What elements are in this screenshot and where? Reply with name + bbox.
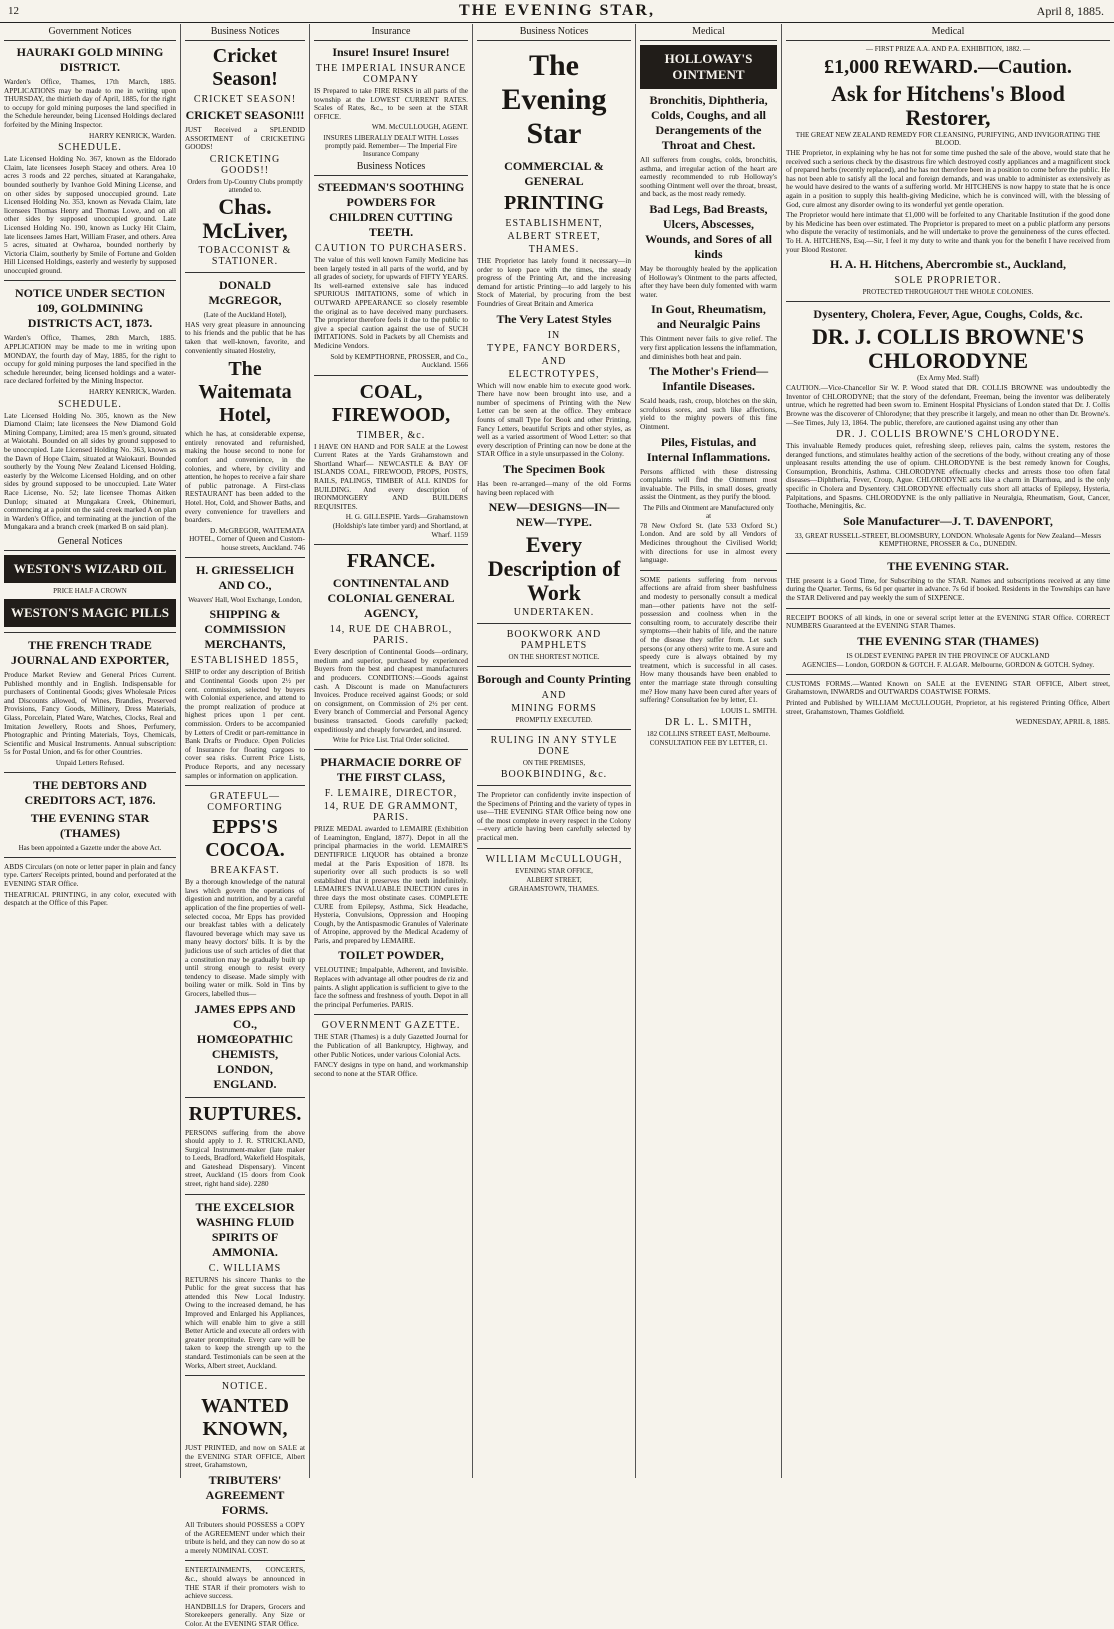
subheading: MINING FORMS — [511, 703, 597, 715]
subheading: SOLE PROPRIETOR. — [894, 275, 1002, 287]
body-text: CUSTOMS FORMS.—Wanted Known on SALE at the EVENING STAR OFFICE, Albert street, Grahamstown, INWARDS and OUTWARDS COASTWISE FORMS. — [786, 678, 1110, 697]
subheading: ESTABLISHED 1855, — [190, 655, 300, 667]
heading: H. GRIESSELICH AND CO., — [195, 563, 295, 593]
small-text: GRAHAMSTOWN, THAMES. — [509, 884, 599, 893]
display-heading: The Waitemata Hotel, — [198, 358, 292, 427]
small-text: (Late of the Auckland Hotel), — [203, 310, 287, 319]
subheading: THE IMPERIAL INSURANCE COMPANY — [315, 63, 467, 85]
subheading: SCHEDULE. — [58, 398, 122, 410]
heading: Dysentery, Cholera, Fever, Ague, Coughs, Colds, &c. — [813, 307, 1083, 322]
body-text: which he has, at considerable expense, entirely renovated and refurnished, making the house second to none for comfort and convenience, in the colonies, and where, by civility and attention, he hopes to receive a fair share of public patronage. A First-class RESTAURANT has been added to the Hotel. Hot, Cold, and Shower Baths, and every convenience for travellers and boarders. — [185, 429, 305, 525]
divider — [477, 785, 631, 786]
heading: THE FRENCH TRADE JOURNAL AND EXPORTER, — [11, 637, 169, 667]
divider — [477, 729, 631, 730]
divider — [4, 632, 176, 633]
body-text: JUST Received a SPLENDID ASSORTMENT of CRICKETING GOODS! — [185, 125, 305, 152]
body-text: SHIP to order any description of British and Continental Goods upon 2½ per cent. commission, selected by buyers with Colonial experience, and attend to the prompt realization of produce at highest prices upon 1 per cent. commission. Orders to be accompanied by Letters of Credit or part-remittance in Bank Drafts or Produce. Open Policies of Insurance for floating cargoes to cover sea risks. Current Price Lists, Produce Reports, and any necessary samples or information on application. — [185, 667, 305, 780]
divider — [185, 557, 305, 558]
signature: HARRY KENRICK, Warden. — [89, 130, 176, 140]
small-text: AGENCIES— London, GORDON & GOTCH. F. ALGAR. Melbourne, GORDON & GOTCH. Sydney. — [801, 660, 1095, 669]
small-text: INSURES LIBERALLY DEALT WITH. Losses promptly paid. Remember— The Imperial Fire Insurance Company — [323, 133, 459, 158]
subheading: TIMBER, &c. — [356, 429, 426, 441]
body-text: The Proprietor would here intimate that £1,000 will be forfeited to any Charitable Institution if the good done by his Medicine has been over estimated. The Proprietor is prepared to meet on a public platform any persons who dispute the veracity of testimonials, and he will undertake to prove the genuineness of the cures effected. To H. A. HITCHENS, Esq.—Sir, I feel it my duty to write and thank you for the benefit I have received from your Blood Restorer. — [786, 210, 1110, 254]
subheading: THAMES. — [528, 244, 580, 255]
body-text: Late Licensed Holding No. 305, known as the New Diamond Claim; late licensees the New Diamond Gold Mining Company, Limited; area 15 men's ground, situated at Waiotahi. Bounded on all sides by ground supposed to be unoccupied. Late Licensed Holding No. 363, known as the Dawn of Hope Claim, situated at Waiokauri. Bounded southerly by the Young New Zealand Licensed Holding, easterly by the Welcome Licensed Holding, and on other sides by ground supposed to be unoccupied. Late Water Race License, No. 52; late licensee Thomas Aitken Dunlop; situated at Mungakara Creek, Ohinemuri, commencing at a point on the said creek marked A on plan in Warden's Office, and terminating at the junction of the Mungakara and a branch creek (marked B on said plan). — [4, 410, 176, 532]
small-text: PROTECTED THROUGHOUT THE WHOLE COLONIES. — [862, 288, 1034, 297]
body-text: The Proprietor can confidently invite inspection of the Specimens of Printing and the variety of types in use—THE EVENING STAR Office being now one of the most complete in every respect in the Colony—every article having been carefully selected by practical men. — [477, 790, 631, 843]
advert-headline: Every Description of Work — [487, 532, 621, 606]
body-text: HANDBILLS for Drapers, Grocers and Storekeepers generally. Any Size or Color. At the EVENING STAR Office. — [185, 1601, 305, 1628]
display-heading: WANTED KNOWN, — [201, 1395, 289, 1441]
body-text: The value of this well known Family Medicine has been largely tested in all parts of the world, and by all grades of society, for upwards of FIFTY YEARS. Its well-earned extensive sale has induced SPURIOUS IMITATIONS, some of which in OUTWARD APPEARANCE so closely resemble the original as to have deceived many purchasers. The proprietor therefore feels it due to the public to give a special caution against the use of SUCH IMITATIONS. Sold in Packets by all Chemists and Medicine Vendors. — [314, 254, 468, 350]
body-text: All sufferers from coughs, colds, bronchitis, asthma, and irregular action of the heart are earnestly recommended to rub Holloway's soothing Ointment well over the throat, breast, and back, as the most ready remedy. — [640, 155, 777, 199]
column-printing-establishment — [473, 24, 636, 1478]
subheading: IN — [547, 329, 561, 341]
body-text: RECEIPT BOOKS of all kinds, in one or several script letter at the EVENING STAR Office. CORRECT NUMBERS Guaranteed at the EVENING STAR Thames. — [786, 612, 1110, 631]
heading: Borough and County Printing — [477, 672, 631, 687]
heading: THE EXCELSIOR WASHING FLUID SPIRITS OF AMMONIA. — [195, 1199, 295, 1259]
heading: Piles, Fistulas, and Internal Inflammations. — [646, 434, 771, 464]
body-text: Which will now enable him to execute good work. There have now been brought into use, and a number of specimens of Printing with the New Letter can be seen at the office. They embrace founts of small Type for Book and other Printing, Fancy Letters, beautiful Scripts and other styles, as well as a varied assortment of Wood Letter: so that every description of Printing can now be done at the STAR Office in a style unsurpassed in the Colony. — [477, 380, 631, 459]
divider — [185, 272, 305, 273]
small-text: THE GREAT NEW ZEALAND REMEDY FOR CLEANSING, PURIFYING, AND INVIGORATING THE BLOOD. — [795, 131, 1101, 147]
small-text: The Pills and Ointment are Manufactured only at — [643, 503, 774, 520]
body-text: VELOUTINE; Impalpable, Adherent, and Invisible. Replaces with advantage all other poudres de riz and paints. A slight application is sufficient to give to the face the softness and freshness of youth. Depot in all the principal Perfumeries. PARIS. — [314, 965, 469, 1009]
small-text: Unpaid Letters Refused. — [55, 758, 125, 767]
signature: H. G. GILLESPIE. Yards—Grahamstown (Holdship's late timber yard) and Shortland, at Wharf. 1159 — [332, 512, 468, 539]
divider — [185, 1097, 305, 1098]
signature: D. McGREGOR, WAITEMATA HOTEL, Corner of Queen and Custom-house streets, Auckland. 746 — [189, 525, 305, 552]
body-text: Produce Market Review and General Prices Current. Published monthly and in English. Indispensable for purchasers of Continental Goods; gives Wholesale Prices and Discounts allowed, of Wines, Brandies, Preserved Provisions, Fancy Goods, Millinery, Dress Materials, Glass, Porcelain, Plated Ware, Watches, Clocks, Real and Imitation Jewellery, Roots and Shoes, Perfumery, Photographic and Printing Materials, Toys, Chemicals, Scientific and Musical Instruments. Annual subscription: 5s for Postal Union, and 6s for other Countries. — [4, 669, 176, 757]
divider — [185, 1194, 305, 1195]
heading: HAURAKI GOLD MINING DISTRICT. — [16, 45, 164, 74]
heading: DONALD McGREGOR, — [208, 277, 282, 307]
divider — [314, 544, 468, 545]
body-text: Has been re-arranged—many of the old Forms having been replaced with — [477, 478, 631, 497]
body-text: JUST PRINTED, and now on SALE at the EVENING STAR OFFICE, Albert street, Grahamstown, — [185, 1443, 305, 1470]
subheading: ESTABLISHMENT, — [505, 218, 603, 229]
heading: Insure! Insure! Insure! — [332, 45, 450, 59]
subheading: AND — [541, 355, 567, 367]
heading: The Specimen Book — [502, 461, 605, 476]
divider — [4, 280, 176, 281]
body-text: Printed and Published by WILLIAM McCULLOUGH, Proprietor, at his registered Printing Office, Albert street, Grahamstown, Thames Goldfield. — [786, 698, 1110, 716]
columns-area — [0, 24, 1114, 1628]
column-medical-hitchens — [782, 24, 1114, 1478]
column-government-notices — [0, 24, 181, 1478]
masthead — [0, 0, 1114, 23]
divider — [477, 666, 631, 667]
column-header: Business Notices — [477, 24, 631, 41]
heading: Sole Manufacturer—J. T. DAVENPORT, — [843, 513, 1053, 528]
subheading: TYPE, FANCY BORDERS, — [487, 342, 621, 354]
subheading: 14, RUE DE CHABROL, PARIS. — [329, 624, 453, 647]
divider — [185, 1560, 305, 1561]
body-text: 78 New Oxford St. (late 533 Oxford St.) London. And are sold by all Vendors of Medicines throughout the Civilised World; with directions for use in almost every language. — [640, 520, 777, 565]
body-text: SOME patients suffering from nervous affections are afraid from sheer bashfulness and modesty to personally consult a medical man—other patients have not the self-possession and coolness when in the consulting room, to accurately describe their symptoms—their habits of life, and the nature of the disease they suffer from. Let such persons (or any others) write to me. A sure and speedy cure is always obtained by my treatment, which is successful in all cases. How many thousands have been enabled to enter the marriage state through consulting me? How many have been cured after years of suffering? Consultation fee by letter, £1. — [640, 574, 777, 705]
column-header: Business Notices — [185, 24, 305, 41]
advert-headline: Chas. McLiver, — [202, 193, 288, 243]
body-text: This invaluable Remedy produces quiet, refreshing sleep, relieves pain, calms the system, restores the deranged functions, and stimulates healthy action of the secretions of the body, without creating any of those unpleasant results attending the use of opium. CHLORODYNE is the best remedy known for Coughs, Consumption, Bronchitis, Asthma. CHLORODYNE effectually checks and arrests those too often fatal diseases—Diphtheria, Fever, Croup, Ague. CHLORODYNE acts like a charm in Diarrhœa, and is the only specific in Cholera and Dysentery. CHLORODYNE effectually cuts short all attacks of Epilepsy, Hysteria, Palpitations, and Spasms. CHLORODYNE is the only palliative in Neuralgia, Rheumatism, Gout, Cancer, Toothache, Meningitis, &c. — [786, 441, 1110, 511]
body-text: Warden's Office, Thames, 17th March, 1885. APPLICATIONS may be made to me in writing upon THURSDAY, the thirtieth day of April, 1885, for the right to occupy for gold mining purposes the land specified in the Schedule hereunder, being Licensed Holdings declared forfeited by the Mining Inspector. — [4, 77, 176, 129]
divider — [314, 749, 468, 750]
heading: In Gout, Rheumatism, and Neuralgic Pains — [651, 302, 766, 332]
subheading: C. WILLIAMS — [208, 1262, 282, 1274]
divider — [185, 785, 305, 786]
heading: NOTICE UNDER SECTION 109, GOLDMINING DISTRICTS ACT, 1873. — [14, 286, 166, 331]
divider — [185, 1375, 305, 1376]
divider — [314, 1014, 468, 1015]
column-medical-holloway — [636, 24, 782, 1478]
display-heading: Cricket Season! — [212, 45, 278, 90]
body-text: Every description of Continental Goods—ordinary, medium and superior, purchased by experienced Buyers from the best and cheapest manufacturers and producers. CONDITIONS:—Goods against cash. A Discount is made on Manufacturers Invoices. Produce received against Goods; or sold on consignment, on Commission of 2½ per cent. Every branch of Commercial and Personal Agency business transacted. Goods carefully packed; expeditiously and cheaply forwarded, and insured. — [314, 647, 468, 734]
column-insurance — [310, 24, 473, 1478]
small-text: IS OLDEST EVENING PAPER IN THE PROVINCE OF AUCKLAND — [846, 651, 1050, 660]
body-text: By a thorough knowledge of the natural laws which govern the operations of digestion and nutrition, and by a careful application of the fine properties of well-selected cocoa, Mr Epps has provided our breakfast tables with a delicately flavoured beverage which may save us many heavy doctors' bills. It is by the judicious use of such articles of diet that a constitution may be gradually built up until strong enough to resist every tendency to disease. Made simply with boiling water or milk. Sold in Tins by Grocers, labelled thus— — [185, 877, 305, 998]
small-text: CONSULTATION FEE BY LETTER, £1. — [649, 739, 768, 748]
display-heading: PRINTING — [503, 192, 604, 214]
heading: JAMES EPPS AND CO., HOMŒOPATHIC CHEMISTS, LONDON, ENGLAND. — [194, 1001, 296, 1091]
divider — [786, 608, 1110, 609]
divider — [477, 848, 631, 849]
body-text: Late Licensed Holding No. 367, known as the Eldorado Claim, late licensees Joseph Stacey and others. Area 10 acres 3 roods and 22 perches, situated at Karangahake, bounded southerly by Ivanhoe Gold Mining License, and on other sides by supposed unoccupied ground. Late Licensed Holding No. 353, known as Nevada Claim, late licensees Thomas Henry and Thomas Lowe, and on all other sides by supposed unoccupied ground. Late Licensed Holding No. 190, known as Lucky Hit Claim, late licensees James Hart, William Fraser, and others. Area 5 acres, situated at Owharoa, bounded northerly by Victoria Claim, southerly by Smile of Fortune and Golden Hill Licensed Holdings, easterly and westerly by supposed unoccupied ground. — [4, 154, 176, 275]
small-text: ON THE PREMISES, — [522, 759, 586, 768]
heading: Bad Legs, Bad Breasts, Ulcers, Abscesses, Wounds, and Sores of all kinds — [645, 201, 772, 261]
display-heading: EPPS'S COCOA. — [205, 816, 285, 862]
heading: NEW—DESIGNS—IN—NEW—TYPE. — [488, 500, 620, 530]
small-text: ON THE SHORTEST NOTICE. — [508, 653, 600, 662]
body-text: THE STAR (Thames) is a duly Gazetted Journal for the Publication of all Bankruptcy, Highway, and other Public Notices, under various Colonial Acts. — [314, 1032, 468, 1059]
divider — [4, 857, 176, 858]
subheading: WILLIAM McCULLOUGH, — [485, 853, 623, 865]
small-text: PRICE HALF A CROWN — [53, 586, 127, 595]
heading: COMMERCIAL & GENERAL — [504, 159, 604, 188]
body-text: THE Proprietor, in explaining why he has not for some time pushed the sale of the above, would state that he received such a serious check by the disastrous fire which destroyed costly appliances and a magnificent stock of prepared herbs (recently replaced), and he has not therefore been in a position to come before the public. He has not been able to satisfy all the local and foreign demands, and was unable to administer as extensively as he would have desired to the wants of a suffering world. Mr HITCHENS is now happy to state that he is once again in a position to supply this health-giving Medicine, which he is convinced will, with the blessing of God, cure almost any disorder owing to its wonderful yet gentle operation. — [786, 148, 1110, 209]
body-text: RETURNS his sincere Thanks to the Public for the great success that has attended this New Local Industry. Owing to the increased demand, he has Improved and Enlarged his Appliances, which will enable him to give a still Better Article and execute all orders with greater promptitude. Every care will be taken to keep the strength up to the standard. Testimonials can be seen at the Works, Albert street, Auckland. — [185, 1274, 305, 1370]
advert-logo: WESTON'S WIZARD OIL — [4, 555, 176, 583]
subheading: RULING IN ANY STYLE DONE — [490, 735, 618, 758]
subheading: 14, RUE DE GRAMMONT, PARIS. — [323, 801, 459, 824]
heading: THE EVENING STAR (THAMES) — [857, 633, 1039, 648]
subheading: NOTICE. — [221, 1381, 269, 1393]
display-heading: COAL, FIREWOOD, — [331, 380, 451, 426]
heading: TOILET POWDER, — [338, 948, 444, 963]
signature: WM. McCULLOUGH, AGENT. — [371, 122, 468, 132]
masthead-logo: The Evening Star — [501, 49, 607, 150]
subheading: GOVERNMENT GAZETTE. — [321, 1020, 461, 1032]
body-text: PERSONS suffering from the above should apply to J. R. STRICKLAND, Surgical Instrument-maker (late maker to Leeds, Bradford, Wakefield Hospitals, and Gateshead Dispensary). Vincent street, Auckland (15 doors from Cook street, right hand side). 2280 — [185, 1127, 305, 1189]
body-text: ENTERTAINMENTS, CONCERTS, &c., should always be announced in THE STAR if their promoters wish to achieve success. — [185, 1565, 305, 1601]
small-text: 33, GREAT RUSSELL-STREET, BLOOMSBURY, LONDON. Wholesale Agents for New Zealand—Messrs KEMPTHORNE, PROSSER & Co., DUNEDIN. — [794, 531, 1102, 548]
subheading: UNDERTAKEN. — [513, 607, 595, 619]
issue-date: April 8, 1885. — [1036, 4, 1104, 18]
display-heading: £1,000 REWARD.—Caution. — [824, 56, 1072, 78]
subheading: AND — [541, 690, 567, 702]
section-header: Business Notices — [314, 159, 468, 176]
column-header: Medical — [786, 24, 1110, 41]
display-heading: FRANCE. — [346, 550, 436, 573]
body-text: Persons afflicted with these distressing complaints will find the Ointment most invaluable. The Pills, in small doses, greatly assist the Ointment, as they purify the blood. — [640, 466, 777, 502]
heading: The Mother's Friend—Infantile Diseases. — [648, 364, 769, 394]
heading: SHIPPING & COMMISSION MERCHANTS, — [204, 607, 286, 652]
subheading: DR. J. COLLIS BROWNE'S CHLORODYNE. — [836, 429, 1060, 441]
body-text: IS Prepared to take FIRE RISKS in all parts of the township at the LOWEST CURRENT RATES. Scales of Rates, &c., to be seen at the STAR OFFICE. — [314, 86, 468, 121]
newspaper-title: THE EVENING STAR, — [459, 2, 655, 19]
subheading: CRICKETING GOODS!! — [209, 153, 281, 176]
small-text: — FIRST PRIZE A.A. AND P.A. EXHIBITION, 1882. — — [866, 45, 1030, 53]
heading: The Very Latest Styles — [496, 311, 612, 326]
small-text: (Ex Army Med. Staff) — [917, 374, 979, 383]
small-text: Write for Price List. Trial Order solicited. — [332, 736, 450, 745]
subheading: ELECTROTYPES, — [508, 368, 600, 380]
small-text: ALBERT STREET, — [526, 875, 582, 884]
advert-logo: WESTON'S MAGIC PILLS — [4, 599, 176, 627]
heading: H. A. H. Hitchens, Abercrombie st., Auckland, — [830, 257, 1066, 272]
small-text: PROMPTLY EXECUTED. — [515, 716, 593, 725]
advert-headline: DR. J. COLLIS BROWNE'S CHLORODYNE — [811, 324, 1084, 374]
signature: HARRY KENRICK, Warden. — [89, 387, 176, 397]
small-text: 182 COLLINS STREET EAST, Melbourne. — [646, 730, 771, 739]
subheading: F. LEMAIRE, DIRECTOR, — [324, 788, 458, 800]
divider — [786, 301, 1110, 302]
body-text: May be thoroughly healed by the application of Holloway's Ointment to the parts affected, after they have been duly fomented with warm water. — [640, 263, 777, 299]
heading: Bronchitis, Diphtheria, Colds, Coughs, and all Derangements of the Throat and Chest. — [649, 93, 768, 152]
small-text: Has been appointed a Gazette under the above Act. — [18, 843, 162, 852]
heading: THE DEBTORS AND CREDITORS ACT, 1876. — [24, 777, 156, 807]
body-text: CAUTION.—Vice-Chancellor Sir W. P. Wood stated that DR. COLLIS BROWNE was undoubtedly the Inventor of CHLORODYNE; that the story of the defendant, Freeman, being the inventor was deliberately untrue, which he regretted had been sworn to. Eminent Hospital Physicians of London stated that Dr. J. Collis Browne was the discoverer of Chlorodyne; that they prescribe it largely, and mean no other than Dr. Browne's.—See Times, July 13, 1864. The public, therefore, are cautioned against using any other than — [786, 383, 1110, 427]
heading: PHARMACIE DORRE OF THE FIRST CLASS, — [320, 755, 462, 785]
display-heading: RUPTURES. — [188, 1102, 302, 1125]
column-header: Insurance — [314, 24, 468, 41]
heading: STEEDMAN'S SOOTHING POWDERS FOR CHILDREN CUTTING TEETH. — [317, 179, 465, 239]
body-text: PRIZE MEDAL awarded to LEMAIRE (Exhibition of Leamington, England, 1877). Depot in all the principal pharmacies in the world. LEMAIRE'S DENTIFRICE LIQUOR has obtained a bronze medal at the Paris Exposition of 1878. Its superiority over all such products is so well established that it preserves the teeth indefinitely. LEMAIRE'S INVALUABLE INJECTION cures in three days the most obstinate cases. COMPLETE CURE from Epilepsy, Asthma, Sick Headache, Hysteria, Convulsions, Oppression and Hooping Cough, by the Antispasmodic Granules of Valerinate of Atropine, approved by the Medical Academy of Paris, and prepared by LEMAIRE. — [314, 824, 468, 945]
small-text: EVENING STAR OFFICE, — [515, 866, 593, 875]
column-header: Medical — [640, 24, 777, 41]
subheading: SCHEDULE. — [58, 142, 122, 154]
subheading: GRATEFUL—COMFORTING — [207, 791, 283, 814]
heading: TRIBUTERS' AGREEMENT FORMS. — [205, 1472, 285, 1517]
subheading: DR L. L. SMITH, — [664, 717, 753, 729]
heading: THE EVENING STAR. — [887, 558, 1009, 573]
divider — [640, 570, 777, 571]
section-header: General Notices — [4, 534, 176, 551]
body-text: All Tributers should POSSESS a COPY of the AGREEMENT under which their tribute is held, and they can now do so at a merely NOMINAL COST. — [185, 1519, 305, 1555]
body-text: THEATRICAL PRINTING, in any color, executed with despatch at the Office of this Paper. — [4, 889, 176, 908]
divider — [4, 772, 176, 773]
heading: CONTINENTAL AND COLONIAL GENERAL AGENCY, — [327, 576, 455, 621]
body-text: Warden's Office, Thames, 28th March, 1885. APPLICATION may be made to me in writing upon MONDAY, the fourth day of May, 1885, for the right to occupy for gold mining purposes the land specified in the schedule hereunder, being licensed holdings and a water-race declared forfeited by the Mining Inspector. — [4, 333, 176, 386]
divider — [314, 375, 468, 376]
subheading: CRICKET SEASON! — [193, 94, 297, 105]
body-text: THE present is a Good Time, for Subscribing to the STAR. Names and subscriptions received at any time during the Quarter. Terms, 6s 6d per quarter in advance. 7s 6d if booked. Residents in the Townships can have the STAR Delivered and pay weekly the sum of SIXPENCE. — [786, 575, 1110, 603]
advert-logo: HOLLOWAY'S OINTMENT — [640, 45, 777, 89]
small-text: Weavers' Hall, Wool Exchange, London, — [188, 596, 302, 605]
body-text: FANCY designs in type on hand, and workmanship second to none at the STAR Office. — [314, 1060, 468, 1078]
column-business-notices-1 — [181, 24, 310, 1628]
subheading: BOOKBINDING, &c. — [500, 769, 608, 781]
subheading: BREAKFAST. — [210, 865, 280, 877]
body-text: HAS very great pleasure in announcing to his friends and the public that he has taken that well-known, favorite, and conveniently situated Hostelry, — [185, 319, 305, 355]
divider — [786, 674, 1110, 675]
column-header: Government Notices — [4, 24, 176, 41]
body-text: This Ointment never fails to give relief. The very first application lessens the inflammation, and diminishes both heat and pain. — [640, 334, 777, 361]
body-text: THE Proprietor has lately found it necessary—in order to keep pace with the times, the steady progress of the Printing Art, and the increasing demand for artistic Printing—to add largely to his Stock of Material, by procuring from the best Foundries of Great Britain and America — [477, 256, 631, 308]
small-text: Orders from Up-Country Clubs promptly attended to. — [187, 177, 303, 194]
advert-headline: Ask for Hitchens's Blood Restorer, — [831, 81, 1065, 130]
divider — [786, 553, 1110, 554]
signature: Sold by KEMPTHORNE, PROSSER, and Co., Auckland. 1566 — [330, 351, 468, 370]
subheading: CAUTION TO PURCHASERS. — [315, 242, 467, 254]
body-text: I HAVE ON HAND and FOR SALE at the Lowest Current Rates at the Yards Grahamstown and Shortland Wharf— NEWCASTLE & BAY OF ISLANDS COAL, FIREWOOD, PROPS, POSTS, RAILS, PALINGS, TIMBER of ALL KINDS for BUILDING. And every description of IRONMONGERY AND BUILDERS REQUISITES. — [314, 441, 468, 511]
heading: THE EVENING STAR (THAMES) — [30, 810, 150, 840]
page-number: 12 — [8, 5, 19, 17]
body-text: Scald heads, rash, croup, blotches on the skin, scrofulous sores, and such like affections, yield to the mighty powers of this fine Ointment. — [640, 396, 777, 431]
subheading: ALBERT STREET, — [507, 231, 601, 242]
subheading: TOBACCONIST & STATIONER. — [198, 244, 292, 267]
divider — [477, 623, 631, 624]
subheading: BOOKWORK AND PAMPHLETS — [506, 629, 602, 652]
body-text: ABDS Circulars (on note or letter paper in plain and fancy type. Carters' Receipts printed, bound and perforated at the EVENING STAR Office. — [4, 861, 176, 889]
signature: LOUIS L. SMITH. — [721, 705, 777, 715]
heading: CRICKET SEASON!!! — [185, 108, 305, 122]
signature: WEDNESDAY, APRIL 8, 1885. — [1015, 717, 1110, 727]
